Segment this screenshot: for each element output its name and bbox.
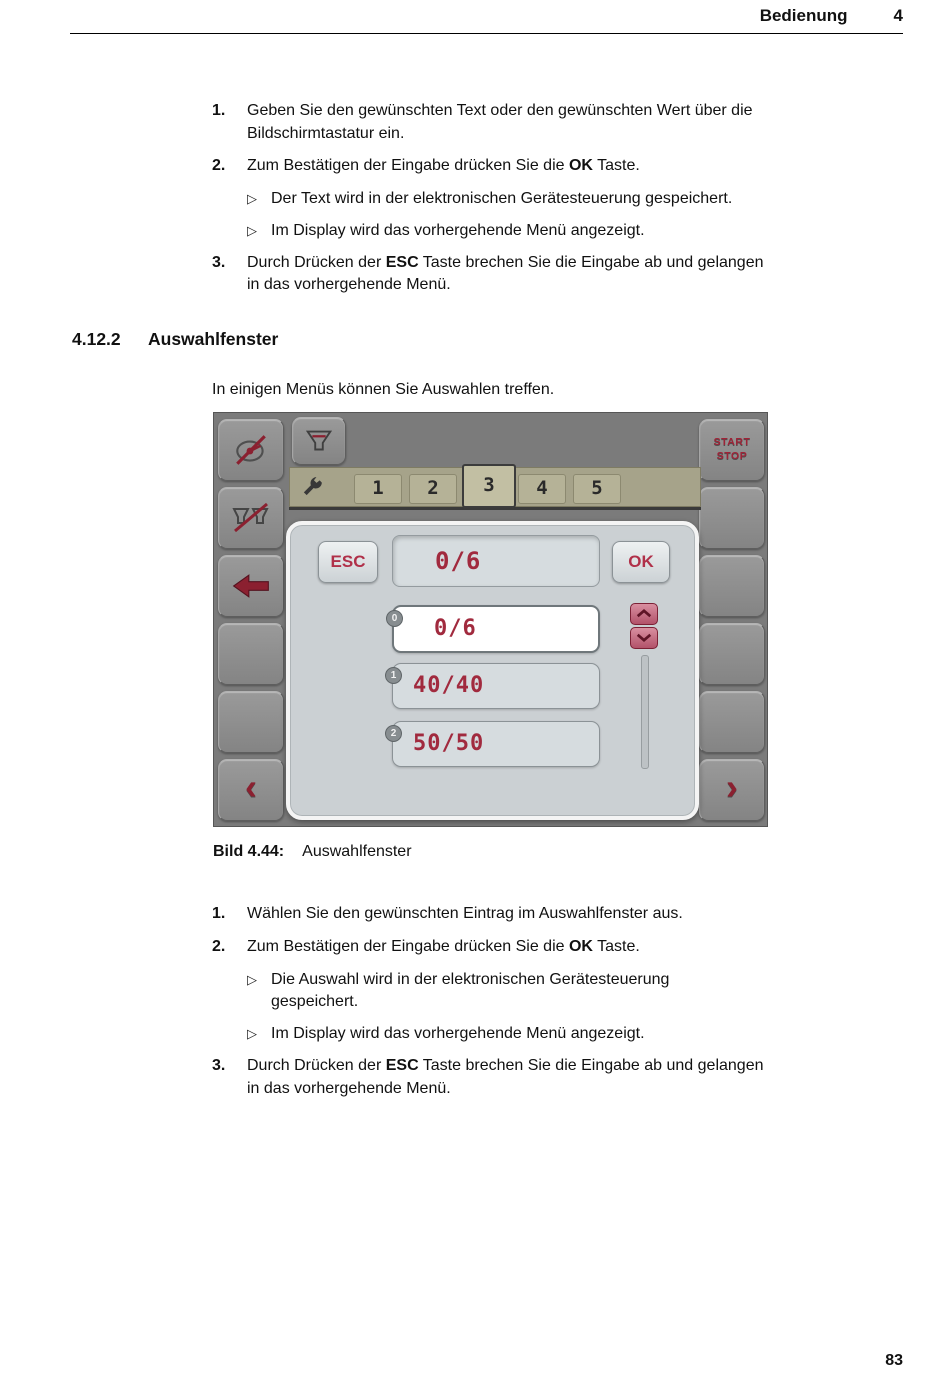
key-name: ESC <box>385 1056 419 1074</box>
page-number: 83 <box>885 1352 903 1369</box>
chevron-down-icon <box>635 632 653 643</box>
entry-value: 40/40 <box>413 672 485 698</box>
list-text: Zum Bestätigen der Eingabe drücken Sie die OK Taste. <box>247 938 640 956</box>
intro-text: In einigen Menüs können Sie Auswahlen treffen. <box>212 380 555 398</box>
tab-bar <box>289 467 701 507</box>
caption-label: Bild 4.44: <box>213 842 285 860</box>
section-title: Auswahlfenster <box>148 329 279 350</box>
result-item <box>247 220 797 243</box>
list-text: Wählen Sie den gewünschten Eintrag im Auswahlfenster aus. <box>247 905 683 923</box>
value-display-text: 0/6 <box>435 546 482 575</box>
entry-badge: 1 <box>385 667 402 684</box>
wrench-icon <box>298 475 324 501</box>
stop-label: STOP <box>716 449 748 462</box>
blank-key <box>699 555 765 617</box>
result-triangle-icon: ▷ <box>247 1026 257 1042</box>
key-name: OK <box>568 938 593 956</box>
blank-key <box>218 691 284 753</box>
header-title: Bedienung <box>759 6 848 25</box>
result-text: Im Display wird das vorhergehende Menü angezeigt. <box>271 221 645 239</box>
result-triangle-icon: ▷ <box>247 222 257 238</box>
result-text: Im Display wird das vorhergehende Menü angezeigt. <box>271 1025 645 1043</box>
header-chapter-number: 4 <box>893 6 903 25</box>
page-content <box>0 100 950 1110</box>
result-triangle-icon: ▷ <box>247 971 257 987</box>
selection-dialog <box>286 521 699 820</box>
blank-key <box>699 487 765 549</box>
chevron-right-icon: › <box>726 765 738 807</box>
result-item <box>247 969 797 1014</box>
header-rule <box>70 33 903 34</box>
section-heading <box>72 327 950 352</box>
list-text: Durch Drücken der ESC Taste brechen Sie die Eingabe ab und gelangen in das vorhergehende Menü. <box>247 253 764 294</box>
blank-key <box>699 691 765 753</box>
selection-entry <box>392 663 600 709</box>
page-right-key <box>699 759 765 821</box>
list-text: Zum Bestätigen der Eingabe drücken Sie die OK Taste. <box>247 157 640 175</box>
list-item <box>212 100 797 145</box>
spreading-disc-key <box>218 419 284 481</box>
start-label: START <box>713 436 751 449</box>
list-item <box>212 903 797 926</box>
tab-4: 4 <box>518 474 566 504</box>
list-number: 1. <box>212 905 226 923</box>
page-header <box>70 6 903 26</box>
back-key <box>218 555 284 617</box>
list-item <box>212 155 797 178</box>
spreading-disc-icon <box>232 431 270 469</box>
hopper-menu-key <box>292 417 346 465</box>
result-text: Die Auswahl wird in der elektronischen Gerätesteuerung gespeichert. <box>271 970 670 1011</box>
scroll-up-button <box>630 603 658 625</box>
list-number: 1. <box>212 102 226 119</box>
tab-5: 5 <box>573 474 621 504</box>
back-arrow-icon <box>231 573 271 599</box>
key-name: ESC <box>385 253 419 271</box>
start-stop-key <box>699 419 765 481</box>
list-text: Geben Sie den gewünschten Text oder den gewünschten Wert über die Bildschirmtastatur ein. <box>247 102 753 142</box>
blank-key <box>699 623 765 685</box>
list-text: Durch Drücken der ESC Taste brechen Sie die Eingabe ab und gelangen in das vorhergehende Menü. <box>247 1056 764 1097</box>
key-name: OK <box>568 157 593 175</box>
tab-3-active: 3 <box>462 464 516 508</box>
entry-value: 50/50 <box>413 730 485 756</box>
list-number: 2. <box>212 157 226 175</box>
hopper-limiter-key <box>218 487 284 549</box>
entry-badge: 2 <box>385 725 402 742</box>
selection-entry <box>392 721 600 767</box>
procedure-list-bottom <box>212 903 797 1100</box>
procedure-list-top <box>212 100 797 297</box>
list-item <box>212 936 797 959</box>
list-number: 3. <box>212 253 226 271</box>
figure-caption <box>213 841 950 864</box>
tab-1: 1 <box>354 474 402 504</box>
hopper-limiter-icon <box>230 500 272 536</box>
scroll-down-button <box>630 627 658 649</box>
caption-text: Auswahlfenster <box>302 842 412 860</box>
list-item <box>212 1055 797 1100</box>
result-triangle-icon: ▷ <box>247 191 257 207</box>
section-number: 4.12.2 <box>72 329 121 350</box>
hopper-icon <box>302 424 336 458</box>
chevron-left-icon: ‹ <box>245 765 257 807</box>
value-display <box>392 535 600 587</box>
result-text: Der Text wird in der elektronischen Gerätesteuerung gespeichert. <box>271 190 733 208</box>
chevron-up-icon <box>635 608 653 619</box>
selection-entry-selected <box>392 605 600 653</box>
list-number: 3. <box>212 1056 226 1074</box>
list-number: 2. <box>212 938 226 956</box>
entry-value: 0/6 <box>434 615 477 641</box>
entry-badge: 0 <box>386 610 403 627</box>
device-screenshot <box>213 412 768 827</box>
blank-key <box>218 623 284 685</box>
list-item <box>212 252 797 297</box>
ok-button: OK <box>612 541 670 583</box>
tab-2: 2 <box>409 474 457 504</box>
result-item <box>247 188 797 211</box>
result-item <box>247 1023 797 1046</box>
esc-button: ESC <box>318 541 378 583</box>
page-left-key <box>218 759 284 821</box>
scrollbar-track <box>641 655 649 769</box>
